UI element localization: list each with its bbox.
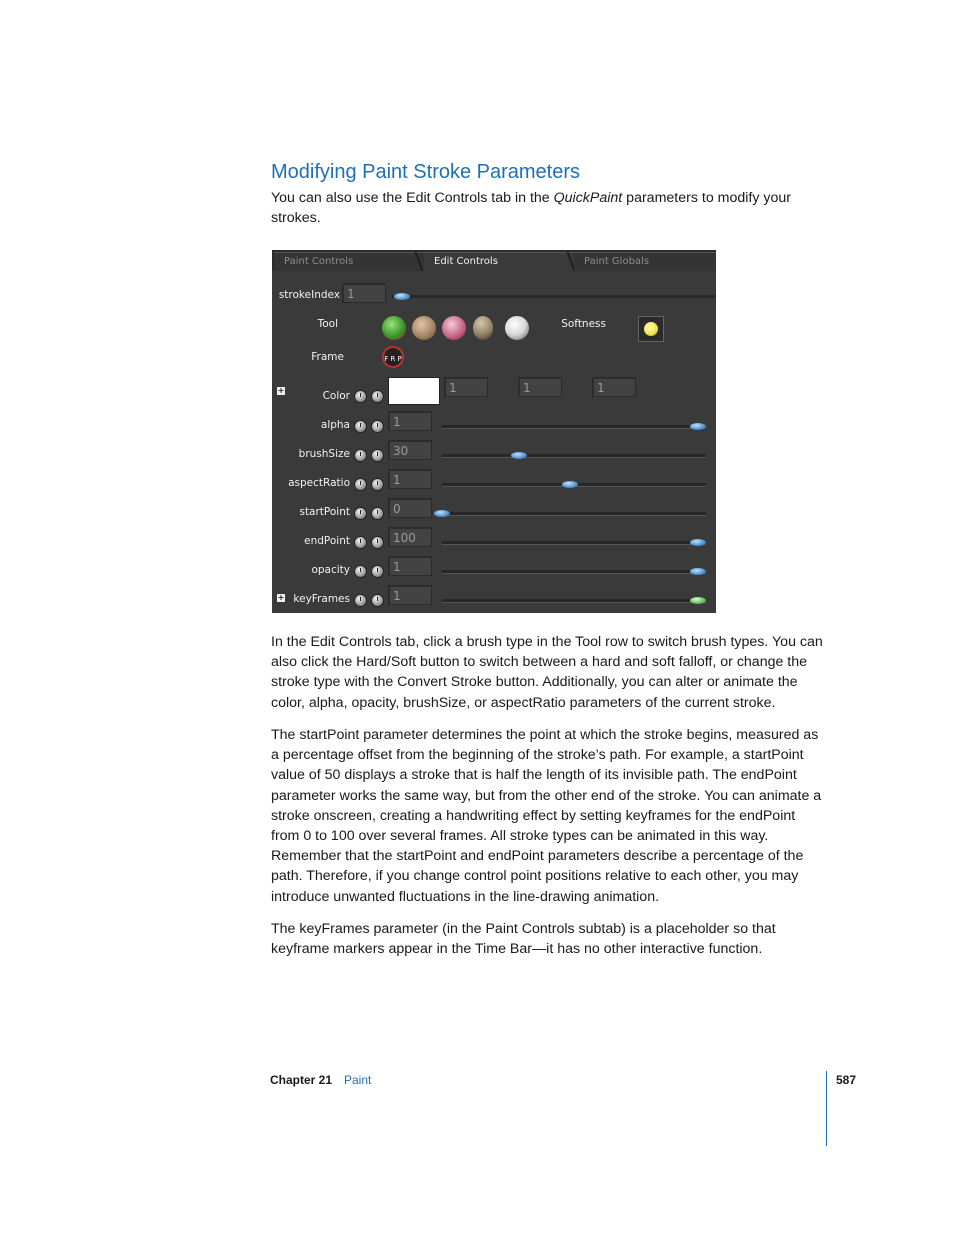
stroke-index-field[interactable]: 1 [342,283,386,303]
startpoint-slider-track[interactable] [442,512,706,516]
tab-edit-controls[interactable]: Edit Controls [424,252,574,271]
aspectratio-label: aspectRatio [288,477,350,489]
startpoint-field[interactable]: 0 [388,498,432,518]
color-animate-icon[interactable] [354,390,367,403]
brush-wire-removal-icon[interactable] [505,316,529,340]
color-red-field[interactable]: 1 [444,377,488,397]
footer-section: Paint [344,1073,372,1087]
intro-emphasis: QuickPaint [553,190,623,206]
opacity-slider-track[interactable] [442,570,706,574]
color-blue-field[interactable]: 1 [592,377,636,397]
stroke-index-track [392,295,716,298]
tool-label: Tool [317,318,338,330]
opacity-field[interactable]: 1 [388,556,432,576]
startpoint-link-icon[interactable] [371,507,384,520]
alpha-slider-thumb[interactable] [690,423,706,430]
opacity-link-icon[interactable] [371,565,384,578]
keyframes-slider-thumb[interactable] [690,597,706,604]
endpoint-slider-track[interactable] [442,541,706,545]
color-link-icon[interactable] [371,390,384,403]
tab-paint-globals[interactable]: Paint Globals [574,252,716,271]
opacity-label: opacity [311,564,350,576]
startpoint-label: startPoint [299,506,350,518]
brush-solid-icon[interactable] [382,316,406,340]
body-paragraph-2: The startPoint parameter determines the point at which the stroke begins, measured as a percentage offset from the beginning of the stroke’s path. For example, a startPoint value of 50 displays a stroke that is half the length of its invisible path. The endPoint parameter works the same way, but from the other end of the stroke. You can animate a stroke onscreen, creating a handwriting effect by setting keyframes for the endPoint from 0 to 100 over several frames. All stroke types can be animated in this way. Remember that the startPoint and endPoint parameters describe a percentage of the path. Therefore, if you change control point positions relative to each other, you may introduce unwanted fluctuations in the line-drawing animation. [271,727,822,905]
softness-label: Softness [561,318,606,330]
startpoint-animate-icon[interactable] [354,507,367,520]
footer-page-number: 587 [836,1073,857,1087]
keyframes-field[interactable]: 1 [388,585,432,605]
keyframes-animate-icon[interactable] [354,594,367,607]
brush-smear-icon[interactable] [412,316,436,340]
brushsize-slider-thumb[interactable] [511,452,527,459]
intro-paragraph [271,188,827,228]
frame-mode-icon[interactable]: F R P [382,346,404,368]
alpha-slider-track[interactable] [442,425,706,429]
frame-label: Frame [311,351,344,363]
footer-chapter: Chapter 21 [270,1073,333,1087]
keyframes-expand-icon[interactable]: + [277,593,285,602]
color-swatch[interactable] [388,377,440,405]
softness-button[interactable] [638,316,664,342]
alpha-field[interactable]: 1 [388,411,432,431]
footer-divider [826,1071,827,1146]
brushsize-slider-track[interactable] [442,454,706,458]
alpha-animate-icon[interactable] [354,420,367,433]
stroke-index-label: strokeIndex [278,289,340,301]
section-heading: Modifying Paint Stroke Parameters [271,161,581,183]
edit-controls-panel [272,250,716,613]
brushsize-label: brushSize [298,448,350,460]
stroke-index-slider-thumb[interactable] [394,293,410,300]
color-label: Color [322,390,350,402]
aspectratio-field[interactable]: 1 [388,469,432,489]
intro-text-before: You can also use the Edit Controls tab in the [271,190,554,206]
aspectratio-link-icon[interactable] [371,478,384,491]
brushsize-link-icon[interactable] [371,449,384,462]
endpoint-slider-thumb[interactable] [690,539,706,546]
keyframes-slider-track[interactable] [442,599,706,603]
endpoint-field[interactable]: 100 [388,527,432,547]
opacity-slider-thumb[interactable] [690,568,706,575]
endpoint-label: endPoint [304,535,350,547]
brushsize-field[interactable]: 30 [388,440,432,460]
brushsize-animate-icon[interactable] [354,449,367,462]
softness-bulb-icon [644,322,658,336]
tab-bar [272,250,716,271]
color-green-field[interactable]: 1 [518,377,562,397]
keyframes-label: keyFrames [293,593,350,605]
aspectratio-slider-thumb[interactable] [562,481,578,488]
alpha-label: alpha [320,419,350,431]
endpoint-animate-icon[interactable] [354,536,367,549]
intro-text-after: parameters to modify your strokes. [271,190,791,227]
color-expand-icon[interactable]: + [277,386,285,395]
opacity-animate-icon[interactable] [354,565,367,578]
brush-airbrush-icon[interactable] [442,316,466,340]
startpoint-slider-thumb[interactable] [434,510,450,517]
aspectratio-animate-icon[interactable] [354,478,367,491]
endpoint-link-icon[interactable] [371,536,384,549]
body-paragraph-1: In the Edit Controls tab, click a brush type in the Tool row to switch brush types. You can also click the Hard/Soft button to switch between a hard and soft falloff, or change the stroke type with the Convert Stroke button. Additionally, you can alter or animate the color, alpha, opacity, brushSize, or aspectRatio parameters of the current stroke. [271,634,823,711]
body-paragraph-3: The keyFrames parameter (in the Paint Controls subtab) is a placeholder so that keyframe markers appear in the Time Bar—it has no other interactive function. [271,921,776,958]
brush-clone-icon[interactable] [473,316,493,340]
alpha-link-icon[interactable] [371,420,384,433]
keyframes-link-icon[interactable] [371,594,384,607]
tab-paint-controls[interactable]: Paint Controls [274,252,424,271]
